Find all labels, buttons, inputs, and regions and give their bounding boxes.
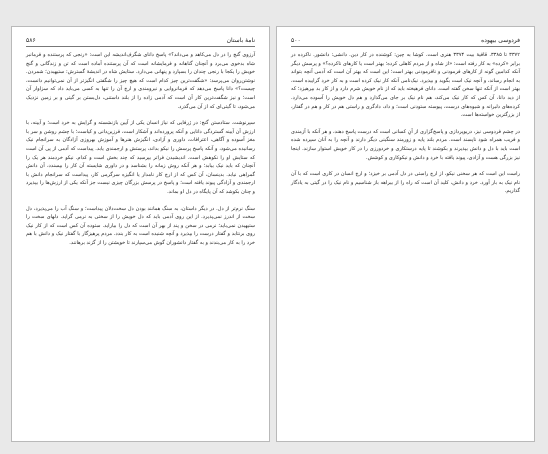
left-paragraph: سنگ نرم‌تر از دل. در دیگر داستان، به سنگ همانند بودن دل سخت‌دلان پیداست؛ و سنگ آب را می‌پذیرد، دل سخت از اندرز نمی‌پذیرد. از این روی آدمی باید که دل خویش را از سختی به نرمی گراید. دلهای سخت را ستیهیدن نمی‌باید؛ نرمی در سخن و پند از بهر آن است که دل را بیاراید. ستوده آن کس است که از کار نیک روی برنتابد و گفتار درست را بپذیرد و آنچه شنیده است به کار بندد. مردم پرهیزگار با گفتار نیک و دانش با هم خرد را به کار می‌بندند و به گفتار دانشوران گوش می‌سپارند تا خویشتن را از گزند برهانند. [26, 205, 255, 246]
right-running-head-title: فردوسی بیهوده [481, 37, 520, 44]
right-paragraph: راست این است که هر سخنی نیکو، از ارج راستی در دل آدمی بر خیزد؛ و ارج انسان در کاری است که با آن نام نیک به بار آورد. خرد و دانش، کلید آن است که راه را از بیراهه باز شناسیم و نام نیک را در گیتی به یادگار گذاریم. [291, 171, 520, 195]
left-page [11, 26, 270, 442]
left-body-text [26, 51, 255, 247]
right-page-number: ۵۰۰ [291, 37, 301, 44]
left-running-head [26, 36, 255, 47]
left-paragraph: سپرنوشت. ستادستن گنج: در ژرفایی که نیاز انسان یکی از آیین بازنشسته و گرایش به خرد است؛ و آیینه، با ارزش آن آیینه گستردگی دانایی و آنکه پرورده‌اند و آشکار است، فرزین‌دانی و کیاست؛ با چشم روشن و سر با مغز آسوده و آگاهی، اعترافات، داوری و آزادی، انگیزش هنرها و آموزش بهروزی آزادگان به سرانجام نیک رسانیده می‌شود، و آنکه پاسخ پرسش را نیکو بداند، پرستش و ارجمندی یابد. پیداست که آدمی از پی آن است که ستایش او را نکوهش است. اندیشیدن فراتر بپرسید که چند بخش است و کدام. نیکو خردمند هر یک را آنچنان که باید نیک بیابد؛ و هر آنکه روش زمانه را بشناسد و در داوری شایسته آن کار را بپسندد، آن دانش گمراهی نیابد. بدینسان، آن کس که از ارج کار نامدار یا انگیزه سرگرمی کار، پیداست که سرانجام دانش با ارجمندی و آزادگی پیوند یافته است؛ و پاسخ در پرسش بزرگان چیزی نیست جز آنکه یکی از ارزش‌ها را بپذیرد و چنان بکوشد که آن پایگاه در دل او بماند. [26, 120, 255, 195]
right-page [276, 26, 535, 442]
left-paragraph: آرزوی گنج را در دل می‌کاهد و می‌داند؟» پاسخ دانای شگرف‌اندیشه این است: «رنجی که پرستنده و فرمانبر شاه بدخوی می‌برد و آنچنان گناهانه و فرمایشانه است که آن پرستنده آماده است که تن و زندگانی و گنج خویش را یکجا با رنجی چندان را بسپارد و پنهانی می‌دارد. ستایش شاه در اندیشهٔ گسترش: ستیهیدن؛ شمردن. نوشتن‌روان می‌پرسد: «شگفت‌ترین چیز کدام است که هیچ چیز را شگفتی انگیزتر از آن نمی‌توانیم دانست، چیست؟» دانا پاسخ می‌دهد که فرمانروایی و نیرومندی و ارج آن را تنها به کسی می‌باید داد که سزاوار آن است؛ و نیز شگفت‌ترین کار آن است که آدمی زاده را از بلند داستنی، دل‌بستن بر گیتی و بر زمین نزدیک می‌شود، تا گیتی‌ای که از آن می‌گذرد. [26, 52, 255, 110]
right-running-head [291, 36, 520, 47]
right-paragraph: ۳۳۷۲ تا ۳۳۸۵. قافیهٔ بیت ۳۳۷۴ هنری است. کوشا به چین: کوشنده در کار دین. دانشی: دانشور. ناکرده در برابر «کرده» به کار رفته است: «از شاه و از مردم کاهلی کرده؛ بهتر است یا کارهای ناکرده؟» و پرسش دیگر آنکه کدامین گونه از کارهای فرمودنی و نافرمودنی بهتر است؛ این است که بهتر آن است که آدمی آنچه بتواند به انجام رساند، و آنچه نیک است بگوید و بپذیرد. نیک‌نامی آنکه کار نیک کرده است و به کار خرد گراییده است، بهتر است از آنکه تنها سخن گفته است. دانای فرهیخته باید که از نام خویش شرم دارد و از کار بد بپرهیزد؛ که از دید دانا، آن کس که کار نیک می‌کند، هم نام نیک بر جای می‌گذارد و هم دل خویش را آسوده می‌دارد. کرده‌های دلیرانه و شیوه‌های درست، پیوسته ستودنی است؛ و داد، دادگری و راستی هم در کار و هم در گفتار، از بزرگترین خواسته‌ها است. [291, 52, 520, 119]
left-running-head-title: نامهٔ باستان [226, 37, 255, 44]
left-page-number: ۵۸۶ [26, 37, 36, 44]
right-body-text [291, 51, 520, 196]
right-paragraph: در چشم فردوسی نیز، دریوپردازی و پاسخ‌گزاری از آنِ کسانی است که درست پاسخ دهند، و هر آنکه با آزمندی و فریب همراه شود ناپسند است. مردم بلند پایه و زورمند سنگینی دیگر دارند و آنچه را به آنان سپرده شده است باید با دل و دانش بپذیرند و بکوشند تا پایه درستکاری و خردورزی را در کار خویش استوار سازند. اینجا نیز بزرگی هست و آزادی، پیوند یافته با خرد و دانش و نیکوکاری و کوشش. [291, 128, 520, 161]
